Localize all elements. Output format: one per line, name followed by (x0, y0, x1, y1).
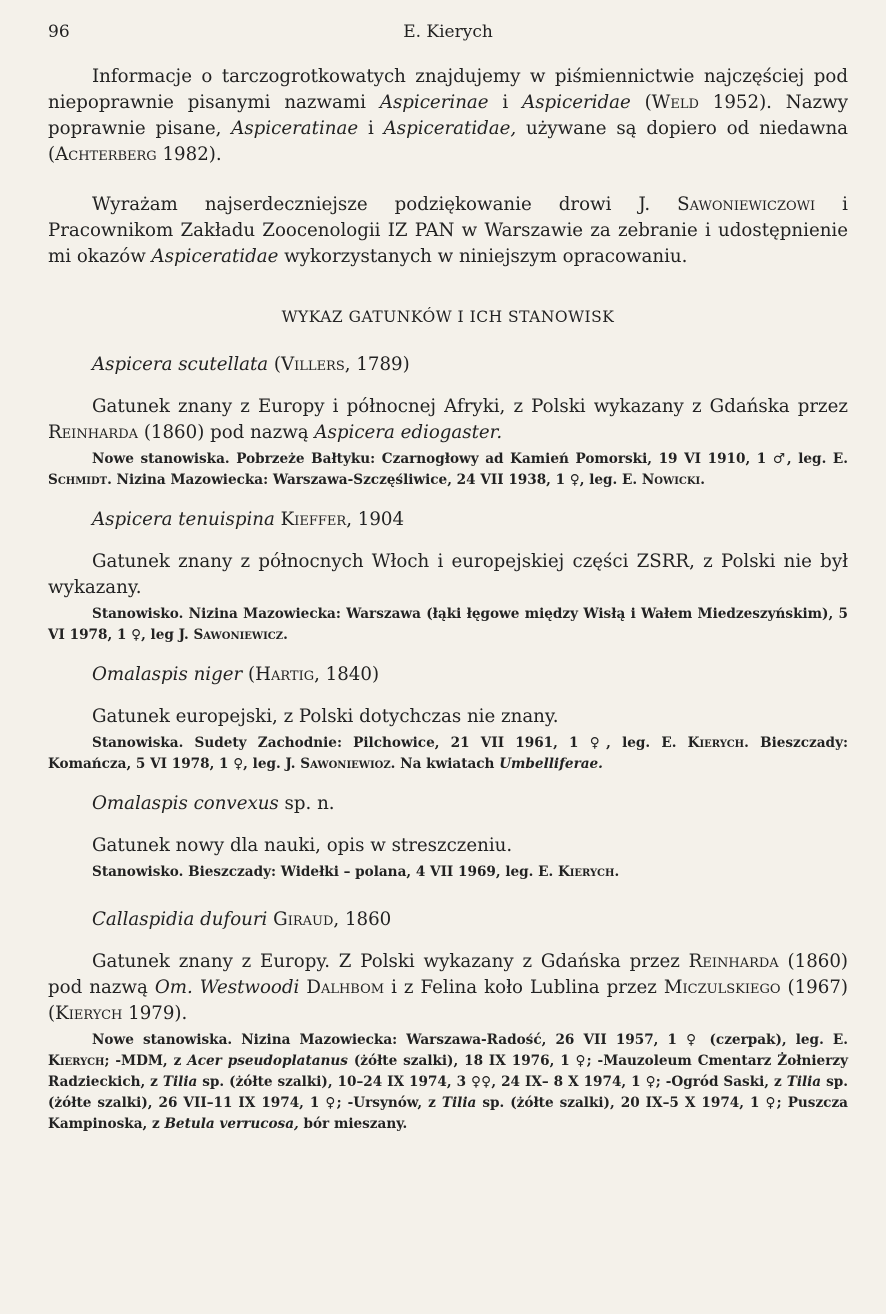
text-run: Nowe stanowiska. Nizina Mazowiecka: Warszawa-Radość, 26 VII 1957, 1 ♀ (czerpak), leg. E. (92, 1032, 848, 1048)
italic-text: Tilia (441, 1095, 477, 1111)
text-run: 1979). (122, 1003, 188, 1024)
italic-text: Omalaspis niger (92, 664, 243, 685)
text-run: bór mieszany. (298, 1116, 408, 1132)
text-run: , 1789) (344, 354, 410, 375)
italic-text: Aspiceratidae, (383, 118, 517, 139)
italic-text: Aspicera scutellata (92, 354, 269, 375)
italic-text: Tilia (786, 1074, 822, 1090)
text-run: , 1860 (333, 909, 392, 930)
author-name: Kierych (48, 1053, 105, 1069)
text-run: ( (268, 354, 282, 375)
text-run: . Nizina Mazowiecka: Warszawa-Szczęśliwice, 24 VII 1938, 1 ♀, leg. E. (107, 472, 642, 488)
italic-text: Aspicera tenuispina (92, 509, 275, 530)
author-name: Giraud (273, 909, 334, 930)
running-head-author: E. Kierych (403, 22, 493, 42)
text-run: i (358, 118, 384, 139)
italic-text: Aspiceratinae (231, 118, 359, 139)
author-name: Reinharda (48, 422, 139, 443)
species-records (48, 1030, 848, 1135)
species-records (48, 862, 848, 883)
page-header (48, 18, 848, 48)
text-run: 1952). Nazwy poprawnie pisane, (48, 92, 848, 139)
text-run: Informacje o tarczogrotkowatych znajdujemy w piśmiennictwie najczęściej pod niepoprawnie pisanymi nazwami (48, 66, 848, 113)
text-run: 1982). (156, 144, 222, 165)
author-name: Reinharda (688, 951, 779, 972)
text-run: Gatunek nowy dla nauki, opis w streszczeniu. (92, 835, 513, 856)
text-run: . Bieszczady: Komańcza, 5 VI 1978, 1 ♀, leg. J. (48, 735, 848, 772)
species-title (92, 662, 848, 688)
italic-text: Aspiceratidae (151, 246, 279, 267)
page-number: 96 (48, 22, 70, 42)
species-description (48, 394, 848, 446)
section-heading: WYKAZ GATUNKÓW I ICH STANOWISK (281, 308, 615, 326)
text-run: i z Felina koło Lublina przez (384, 977, 664, 998)
text-run: . Na kwiatach (390, 756, 500, 772)
text-run: sp. (żółte szalki), 10–24 IX 1974, 3 ♀♀, 24 IX– 8 X 1974, 1 ♀; -Ogród Saski, z (197, 1074, 787, 1090)
text-run: . (614, 864, 620, 880)
species-title (92, 791, 848, 817)
author-name: Hartig (255, 664, 315, 685)
italic-text: Aspiceridae (522, 92, 631, 113)
species-title (92, 907, 848, 933)
intro-paragraph-2 (48, 192, 848, 270)
text-run: i Pracownikom Zakładu Zoocenologii IZ PAN w Warszawie za zebranie i udostępnienie mi okazów (48, 194, 848, 267)
species-list (48, 352, 848, 1135)
italic-text: Acer pseudoplatanus (187, 1053, 348, 1069)
text-run: Stanowisko. Nizina Mazowiecka: Warszawa (łąki łęgowe między Wisłą i Wałem Miedzeszyńskim), 5 VI 1978, 1 ♀, leg J. (48, 606, 848, 643)
species-title (92, 507, 848, 533)
author-name: Dalhbom (306, 977, 385, 998)
text-run: ( (242, 664, 256, 685)
text-run: , 1904 (346, 509, 405, 530)
species-records (48, 449, 848, 491)
author-name: Kierych (687, 735, 745, 751)
text-run: Gatunek znany z Europy. Z Polski wykazany z Gdańska przez (92, 951, 689, 972)
text-run: ( (630, 92, 652, 113)
text-run: (1860) pod nazwą (48, 951, 848, 998)
author-name: Achterberg (55, 144, 157, 165)
author-name: Sawoniewicz (193, 627, 284, 643)
species-title (92, 352, 848, 378)
author-name: Schmidt (48, 472, 108, 488)
species-description (48, 549, 848, 601)
author-name: Weld (651, 92, 699, 113)
italic-text: Callaspidia dufouri (92, 909, 268, 930)
text-run: . (700, 472, 705, 488)
species-description (48, 949, 848, 1027)
italic-text: Betula verrucosa, (164, 1116, 299, 1132)
text-run: sp. (żółte szalki), 26 VII–11 IX 1974, 1 ♀; -Ursynów, z (48, 1074, 848, 1111)
text-run: . (283, 627, 288, 643)
text-run: i (488, 92, 523, 113)
text-run: (1860) pod nazwą (138, 422, 315, 443)
text-run: ; -MDM, z (104, 1053, 188, 1069)
text-run: wykorzystanych w niniejszym opracowaniu. (278, 246, 688, 267)
author-name: Sawoniewioz (300, 756, 391, 772)
author-name: Sawoniewiczowi (677, 194, 816, 215)
italic-text: Aspicera ediogaster. (314, 422, 503, 443)
species-records (48, 733, 848, 775)
text-run: Gatunek europejski, z Polski dotychczas nie znany. (92, 706, 559, 727)
species-description (48, 704, 848, 730)
text-run: Gatunek znany z Europy i północnej Afryki, z Polski wykazany z Gdańska przez (92, 396, 848, 417)
intro-paragraph-1 (48, 64, 848, 168)
text-run: sp. (żółte szalki), 20 IX–5 X 1974, 1 ♀; Puszcza Kampinoska, z (48, 1095, 848, 1132)
author-name: Nowicki (641, 472, 701, 488)
text-run: (żółte szalki), 18 IX 1976, 1 ♀; -Mauzoleum Cmentarz Żołnierzy Radzieckich, z (48, 1053, 848, 1090)
text-run: Gatunek znany z północnych Włoch i europejskiej części ZSRR, z Polski nie był wykazany. (48, 551, 848, 598)
text-run: używane są dopiero od niedawna ( (48, 118, 848, 165)
species-entry (48, 352, 848, 491)
species-entry (48, 791, 848, 883)
author-name: Miczulskiego (663, 977, 781, 998)
text-run: Nowe stanowiska. Pobrzeże Bałtyku: Czarnogłowy ad Kamień Pomorski, 19 VI 1910, 1 ♂, leg. E. (92, 451, 848, 467)
text-run: sp. n. (278, 793, 335, 814)
italic-text: Omalaspis convexus (92, 793, 279, 814)
species-description (48, 833, 848, 859)
italic-text: Umbelliferae. (499, 756, 603, 772)
author-name: Kieffer (280, 509, 347, 530)
species-records (48, 604, 848, 646)
italic-text: Tilia (162, 1074, 198, 1090)
species-entry (48, 507, 848, 646)
text-run: , 1840) (314, 664, 380, 685)
species-entry (48, 907, 848, 1135)
italic-text: Aspicerinae (379, 92, 489, 113)
text-run: Stanowiska. Sudety Zachodnie: Pilchowice, 21 VII 1961, 1 ♀, leg. E. (92, 735, 688, 751)
italic-text: Om. Westwoodi (154, 977, 300, 998)
text-run: Wyrażam najserdeczniejsze podziękowanie drowi J. (92, 194, 678, 215)
author-name: Kierych (557, 864, 615, 880)
species-entry (48, 662, 848, 775)
text-run: (1967) ( (48, 977, 848, 1024)
text-run: Stanowisko. Bieszczady: Widełki – polana, 4 VII 1969, leg. E. (92, 864, 558, 880)
author-name: Kierych (55, 1003, 123, 1024)
author-name: Villers (281, 354, 345, 375)
